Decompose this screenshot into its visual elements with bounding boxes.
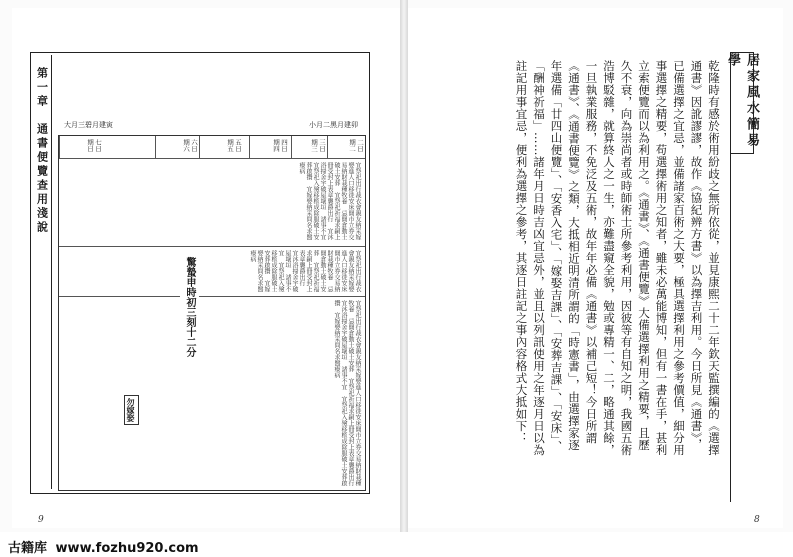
almanac-header-left: 大月三碧月建寅 xyxy=(64,121,113,129)
almanac-day-entries: 宜祭祀出行裁衣會親友納采嫁娶進人口移徙安床開市立券交易納財栽種牧養 忌開倉動土破土安葬 宜祭祀祈福求嗣上冊受封上表章襲爵出行 宜沐浴掃舍宇破屋壞垣 諸事不宜 宜祭祀入殮移柩成除服破土安葬啟攢 宜嫁娶納采問名求醫療病 xyxy=(249,250,361,292)
almanac-day-entries: 宜祭祀出行裁衣會親友納采嫁娶進人口移徙安床開市立券交易納財栽種牧養 忌開倉動土破土安葬 宜祭祀祈福求嗣上冊受封上表章襲爵出行 宜沐浴掃舍宇破屋壞垣 諸事不宜 宜祭祀入殮移柩成除服破土安葬啟攢 宜嫁娶納采問名求醫療病 xyxy=(298,162,361,246)
site-name: 古籍库 xyxy=(8,541,48,556)
weekday-cell: 三日期三 xyxy=(291,136,327,158)
weekday-cell: 五日期五 xyxy=(199,136,243,158)
stamp-text: 勿嫁娶 xyxy=(124,395,139,425)
left-page-number: 9 xyxy=(38,515,44,525)
book-title: 居家風水簡易學 xyxy=(730,52,754,154)
solar-term-date: 驚蟄申時初三刻十二分 xyxy=(180,255,199,359)
almanac-row-divider xyxy=(59,296,365,297)
almanac-row-divider xyxy=(59,246,365,247)
book-gutter xyxy=(400,0,408,532)
weekday-cell: 四日期四 xyxy=(249,136,289,158)
right-page-number: 8 xyxy=(754,515,760,525)
body-text: 乾隆時有感於術用紛歧之無所依從，並見康熙二十二年欽天監撰編的《選擇通書》因訛謬謬，故作《協紀辨方書》以為擇吉利用。今日所見《通書》，已備選擇之宜忌，並備諸家百術之大要，極具選擇利用之參考價值，細分用事選擇之精要，苟選擇術用之知者，雖未必萬能博知，但有一書在手，甚利立索便覽而以為利用之。《通書》、《通書便覽》大備選擇利用之精要，且歷久不衰，向為崇尚者或時師術士所參考利用，因彼等有自知之明，我國五術浩博駁雜，就算終人之一生，亦難盡窺全貌，勉或專精一、二，略通其餘，一旦執業服務，不免泛及五術，故年年必備《通書》以補己短！今日所謂《通書》、《通書便覽》之類，大抵相近明清所謂的「時憲書」，由選擇家逐年選備「廿四山便覽」、「安香入宅」、「嫁娶吉課」、「安葬吉課」、「安床」、「酬神祈福」……諸年月日時吉凶宜忌外，並且以列訊使用之年逐月日以為註記用事宜忌，便利為選擇之參考，其逐日註記之事內容格式大抵如下： xyxy=(514,60,721,456)
almanac-day-entries: 宜祭祀出行裁衣會親友納采嫁娶進人口移徙安床開市立券交易納財栽種牧養 忌開倉動土破土安葬 宜祭祀祈福求嗣上冊受封上表章襲爵出行 宜沐浴掃舍宇破屋壞垣 諸事不宜 宜祭祀入殮移柩成除服破土安葬啟攢 宜嫁娶納采問名求醫療病 xyxy=(333,300,361,492)
almanac-table xyxy=(58,135,366,491)
almanac-row-divider xyxy=(59,158,365,159)
watermark-label xyxy=(8,537,199,556)
site-url: www.fozhu920.com xyxy=(55,541,199,556)
almanac-header-right: 小月二黑月建卯 xyxy=(309,121,358,129)
weekday-cell: 二日期二 xyxy=(327,136,365,158)
weekday-cell: 六日期六 xyxy=(155,136,199,158)
watermark-footer xyxy=(0,534,793,557)
weekday-cell: 七日期日 xyxy=(59,136,103,158)
chapter-heading: 第一章 通書便覽查用淺說 xyxy=(32,55,52,489)
almanac-header xyxy=(58,120,364,134)
